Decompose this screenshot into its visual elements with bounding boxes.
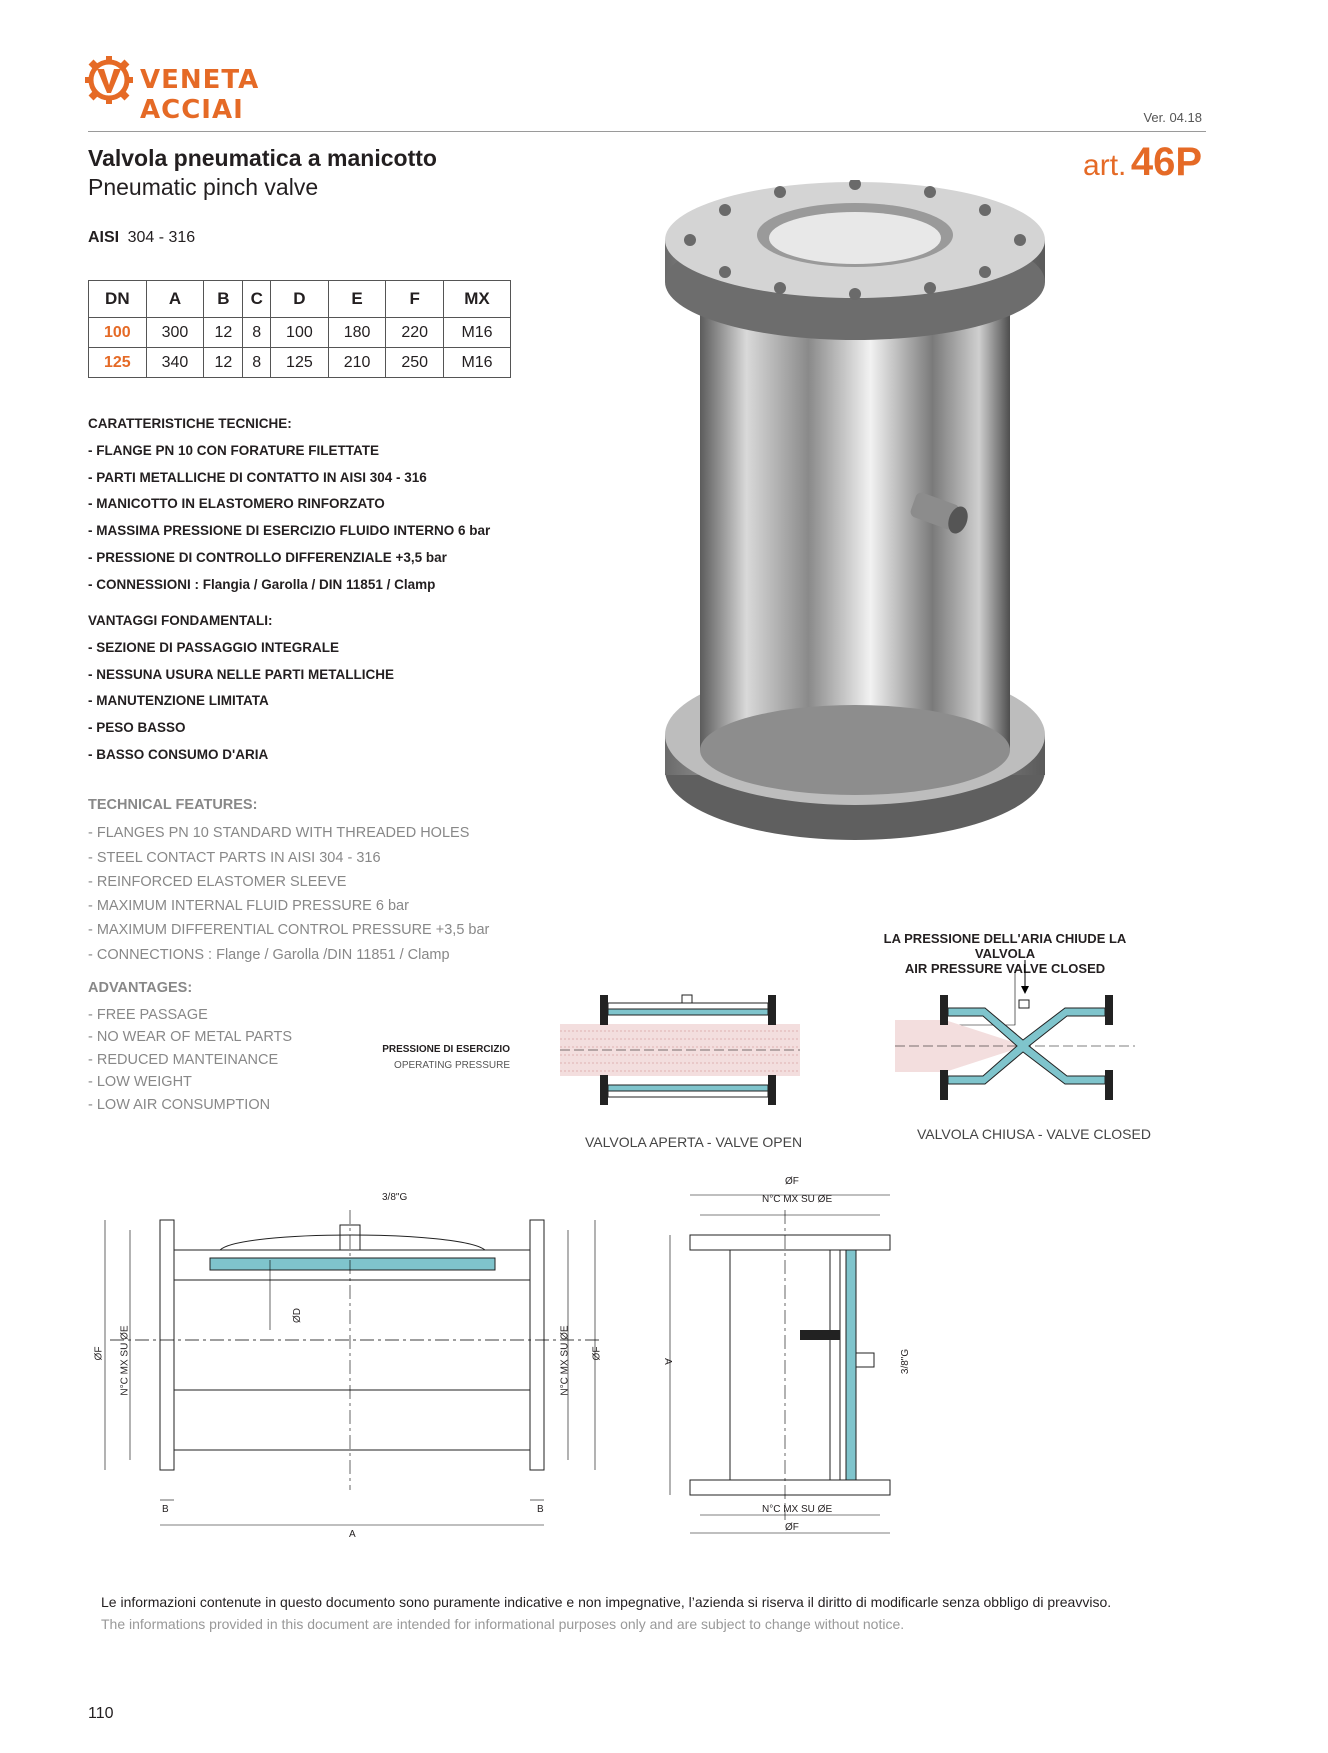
col-header: A (146, 281, 204, 318)
dim-a-side-label: A (661, 1358, 673, 1365)
valve-open-schematic (560, 985, 800, 1115)
section-heading: TECHNICAL FEATURES: (88, 797, 258, 813)
side-drawing (660, 1175, 920, 1550)
closed-title-en: AIR PRESSURE VALVE CLOSED (904, 961, 1106, 976)
col-header: D (271, 281, 329, 318)
thread-label: 3/8"G (382, 1192, 408, 1203)
list-item: - PESO BASSO (88, 720, 186, 736)
pressure-label-en: OPERATING PRESSURE (394, 1060, 510, 1071)
list-item: - REDUCED MANTEINANCE (88, 1051, 279, 1068)
features-it (88, 411, 490, 599)
page-number: 110 (88, 1705, 114, 1722)
holes-bottom-label: N°C MX SU ØE (762, 1504, 833, 1515)
material-label: AISI (88, 229, 120, 246)
table-cell: M16 (444, 348, 511, 378)
closed-title-it: LA PRESSIONE DELL'ARIA CHIUDE LA VALVOLA (883, 931, 1127, 961)
list-item: - FLANGES PN 10 STANDARD WITH THREADED HOLES (88, 825, 470, 842)
article-number: 46P (1130, 140, 1202, 184)
material-line (88, 229, 195, 247)
table-cell: 100 (271, 318, 329, 348)
dim-b-right-label: B (537, 1504, 544, 1515)
article-prefix: art. (1083, 149, 1127, 182)
list-item: - MASSIMA PRESSIONE DI ESERCIZIO FLUIDO INTERNO 6 bar (88, 523, 491, 539)
dim-d-label: ØD (292, 1308, 303, 1323)
page-subtitle: Pneumatic pinch valve (88, 174, 319, 200)
col-header: MX (444, 281, 511, 318)
section-heading: CARATTERISTICHE TECNICHE: (88, 416, 292, 431)
list-item: - BASSO CONSUMO D'ARIA (88, 746, 269, 762)
table-cell: M16 (444, 318, 511, 348)
table-cell: 100 (89, 318, 147, 348)
list-item: - MAXIMUM DIFFERENTIAL CONTROL PRESSURE +3,5 bar (88, 922, 490, 939)
col-header: C (243, 281, 271, 318)
table-cell: 12 (204, 318, 243, 348)
spec-table (88, 280, 511, 378)
advantages-it (88, 608, 394, 769)
section-drawing (90, 1190, 630, 1550)
table-header-row (89, 281, 511, 318)
material-value: 304 - 316 (127, 229, 196, 246)
col-header: B (204, 281, 243, 318)
dim-f-right-label: ØF (591, 1346, 603, 1361)
page-title: Valvola pneumatica a manicotto (88, 145, 437, 171)
col-header: F (386, 281, 444, 318)
pressure-label (380, 1044, 510, 1071)
list-item: - STEEL CONTACT PARTS IN AISI 304 - 316 (88, 849, 381, 866)
dim-f-top-label: ØF (785, 1176, 799, 1187)
open-caption: VALVOLA APERTA - VALVE OPEN (585, 1134, 803, 1150)
list-item: - MANUTENZIONE LIMITATA (88, 693, 269, 709)
table-cell: 340 (146, 348, 204, 378)
col-header: E (328, 281, 386, 318)
col-header: DN (89, 281, 147, 318)
pressure-label-it: PRESSIONE DI ESERCIZIO (382, 1044, 510, 1055)
list-item: - FLANGE PN 10 CON FORATURE FILETTATE (88, 442, 379, 458)
disclaimer-en: The informations provided in this document are intended for informational purposes only and are subject to change without notice. (101, 1616, 905, 1632)
header-divider (88, 131, 1206, 132)
list-item: - SEZIONE DI PASSAGGIO INTEGRALE (88, 639, 340, 655)
table-cell: 8 (243, 318, 271, 348)
list-item: - CONNECTIONS : Flange / Garolla /DIN 11851 / Clamp (88, 946, 450, 963)
table-row (89, 348, 511, 378)
closed-caption: VALVOLA CHIUSA - VALVE CLOSED (917, 1126, 1151, 1142)
table-row (89, 318, 511, 348)
list-item: - PARTI METALLICHE DI CONTATTO IN AISI 304 - 316 (88, 469, 427, 485)
table-cell: 300 (146, 318, 204, 348)
section-heading: ADVANTAGES: (88, 980, 193, 996)
table-cell: 12 (204, 348, 243, 378)
list-item: - MAXIMUM INTERNAL FLUID PRESSURE 6 bar (88, 898, 409, 915)
dim-f-left-label: ØF (93, 1346, 105, 1361)
dim-a-label: A (349, 1529, 356, 1540)
gear-logo-icon (84, 55, 134, 105)
advantages-en (88, 977, 292, 1116)
table-cell: 210 (328, 348, 386, 378)
list-item: - CONNESSIONI : Flangia / Garolla / DIN 11851 / Clamp (88, 576, 436, 592)
valve-closed-schematic (895, 960, 1135, 1110)
valve-product-image (640, 180, 1080, 920)
list-item: - MANICOTTO IN ELASTOMERO RINFORZATO (88, 496, 385, 512)
table-cell: 125 (89, 348, 147, 378)
thread-side-label: 3/8"G (900, 1348, 912, 1375)
holes-right-label: N°C MX SU ØE (559, 1325, 571, 1396)
article-code (1083, 140, 1202, 185)
brand-name: VENETA ACCIAI (140, 65, 260, 125)
list-item: - LOW AIR CONSUMPTION (88, 1096, 271, 1113)
table-cell: 250 (386, 348, 444, 378)
list-item: - FREE PASSAGE (88, 1006, 208, 1023)
table-cell: 180 (328, 318, 386, 348)
table-cell: 8 (243, 348, 271, 378)
dim-f-bottom-label: ØF (785, 1522, 799, 1533)
features-en (88, 793, 489, 967)
disclaimer-it: Le informazioni contenute in questo documento sono puramente indicative e non impegnative, l’azienda si riserva il diritto di modificarle senza obbligo di preavviso. (101, 1594, 1112, 1610)
holes-left-label: N°C MX SU ØE (119, 1325, 131, 1396)
list-item: - NO WEAR OF METAL PARTS (88, 1029, 293, 1045)
brand-logo (84, 55, 344, 125)
section-heading: VANTAGGI FONDAMENTALI: (88, 613, 273, 628)
dim-b-left-label: B (162, 1504, 169, 1515)
table-cell: 220 (386, 318, 444, 348)
list-item: - PRESSIONE DI CONTROLLO DIFFERENZIALE +3,5 bar (88, 549, 447, 565)
holes-top-label: N°C MX SU ØE (762, 1194, 833, 1205)
list-item: - NESSUNA USURA NELLE PARTI METALLICHE (88, 666, 394, 682)
list-item: - LOW WEIGHT (88, 1074, 192, 1090)
list-item: - REINFORCED ELASTOMER SLEEVE (88, 873, 347, 890)
table-cell: 125 (271, 348, 329, 378)
version-label: Ver. 04.18 (1143, 110, 1202, 125)
